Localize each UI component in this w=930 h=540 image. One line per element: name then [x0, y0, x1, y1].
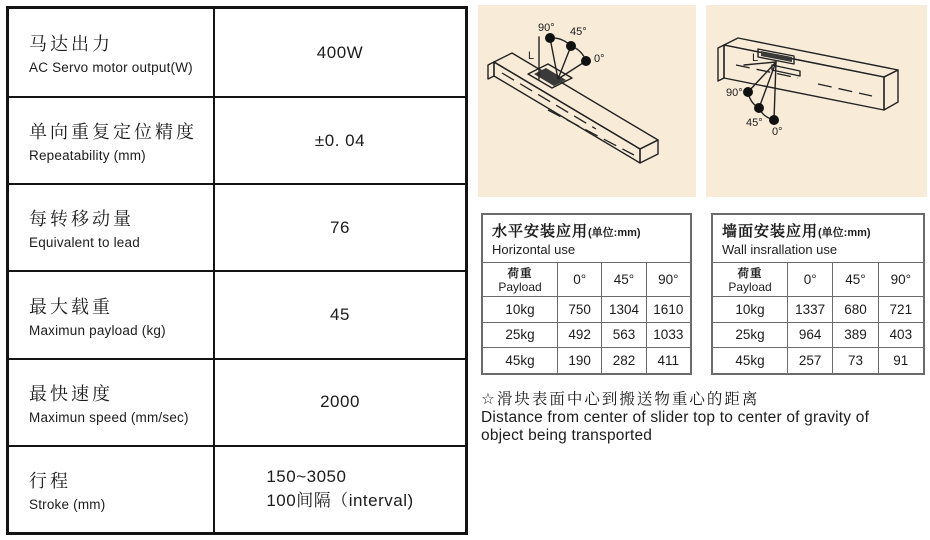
- value-cell: 257: [787, 347, 832, 373]
- dim-label-L: L: [528, 50, 535, 62]
- table-title-zh: 水平安装应用: [492, 223, 589, 240]
- angle-header-0: 0°: [787, 262, 832, 296]
- spec-label-zh: 最快速度: [29, 383, 113, 404]
- value-cell: 563: [601, 322, 645, 348]
- value-cell: 190: [557, 347, 601, 373]
- value-cell: 403: [878, 322, 923, 348]
- value-cell: 1033: [646, 322, 690, 348]
- spec-row-payload-label: [9, 270, 215, 357]
- note-en-line2: object being transported: [481, 427, 653, 444]
- payload-cell: 45kg: [713, 347, 787, 373]
- spec-label-en: Repeatability (mm): [29, 148, 146, 164]
- slider-distance-note: [481, 390, 930, 445]
- spec-label-zh: 单向重复定位精度: [29, 122, 197, 143]
- value-cell: 750: [557, 296, 601, 322]
- table-title-en: Wall insrallation use: [722, 242, 838, 257]
- value-cell: 73: [832, 347, 877, 373]
- payload-cell: 25kg: [483, 322, 557, 348]
- wall-use-table-title: [713, 215, 923, 262]
- spec-row-motor-output-value: 400W: [316, 42, 364, 62]
- note-zh: ☆滑块表面中心到搬送物重心的距离: [481, 391, 760, 408]
- angle-label-90: 90°: [726, 87, 743, 99]
- payload-header-en: Payload: [728, 280, 772, 294]
- spec-row-stroke-value: [215, 445, 465, 532]
- stroke-interval: 100间隔（interval): [266, 491, 414, 511]
- spec-row-stroke-label: [9, 445, 215, 532]
- angle-label-90: 90°: [538, 22, 555, 34]
- angle-label-45: 45°: [746, 117, 763, 129]
- payload-header-zh: 荷重: [507, 268, 533, 280]
- payload-header-en: Payload: [498, 280, 542, 294]
- payload-header-zh: 荷重: [737, 268, 763, 280]
- payload-cell: 10kg: [713, 296, 787, 322]
- angle-header-90: 90°: [646, 262, 690, 296]
- spec-label-zh: 每转移动量: [29, 209, 134, 230]
- angle-label-45: 45°: [570, 26, 587, 38]
- value-cell: 91: [878, 347, 923, 373]
- spec-table: [6, 6, 468, 535]
- payload-cell: 10kg: [483, 296, 557, 322]
- value-cell: 721: [878, 296, 923, 322]
- payload-cell: 45kg: [483, 347, 557, 373]
- payload-cell: 25kg: [713, 322, 787, 348]
- spec-row-speed-label: [9, 358, 215, 445]
- horizontal-use-table: [481, 213, 692, 375]
- value-cell: 1304: [601, 296, 645, 322]
- spec-row-lead-label: [9, 183, 215, 270]
- spec-label-en: Equivalent to lead: [29, 235, 140, 251]
- horizontal-mount-diagram-icon: [478, 5, 696, 197]
- table-title-en: Horizontal use: [492, 242, 576, 257]
- angle-label-0: 0°: [594, 53, 605, 65]
- value-cell: 492: [557, 322, 601, 348]
- angle-label-0: 0°: [772, 126, 783, 138]
- angle-header-45: 45°: [601, 262, 645, 296]
- dim-label-L: L: [752, 52, 759, 64]
- angle-header-45: 45°: [832, 262, 877, 296]
- spec-label-en: Maximun payload (kg): [29, 322, 166, 338]
- value-cell: 1337: [787, 296, 832, 322]
- payload-header-cell: [483, 262, 557, 296]
- spec-label-zh: 马达出力: [29, 34, 113, 55]
- wall-mount-diagram-panel: [706, 5, 927, 197]
- spec-row-repeatability-value: ±0. 04: [215, 96, 465, 183]
- spec-row-repeatability-label: [9, 96, 215, 183]
- spec-label-en: AC Servo motor output(W): [29, 60, 193, 76]
- angle-header-0: 0°: [557, 262, 601, 296]
- table-title-unit: (单位:mm): [818, 227, 871, 239]
- wall-use-table: [711, 213, 925, 375]
- spec-row-motor-output-label: [9, 9, 215, 96]
- stroke-range: 150~3050: [266, 467, 347, 487]
- wall-mount-diagram-icon: [706, 5, 927, 197]
- value-cell: 964: [787, 322, 832, 348]
- value-cell: 1610: [646, 296, 690, 322]
- spec-row-speed-value: 2000: [215, 358, 465, 445]
- value-cell: 411: [646, 347, 690, 373]
- horizontal-mount-diagram-panel: [478, 5, 696, 197]
- table-title-unit: (单位:mm): [588, 227, 641, 239]
- payload-header-cell: [713, 262, 787, 296]
- value-cell: 389: [832, 322, 877, 348]
- value-cell: 680: [832, 296, 877, 322]
- value-cell: 282: [601, 347, 645, 373]
- spec-label-en: Stroke (mm): [29, 496, 106, 512]
- horizontal-use-table-title: [483, 215, 690, 262]
- spec-row-payload-value: 45: [215, 270, 465, 357]
- spec-label-zh: 最大载重: [29, 296, 113, 317]
- table-title-zh: 墙面安装应用: [722, 223, 819, 240]
- spec-label-en: Maximun speed (mm/sec): [29, 409, 189, 425]
- spec-row-lead-value: 76: [215, 183, 465, 270]
- spec-label-zh: 行程: [29, 470, 71, 491]
- note-en-line1: Distance from center of slider top to center of gravity of: [481, 409, 870, 426]
- stroke-value-lines: [266, 465, 413, 513]
- angle-header-90: 90°: [878, 262, 923, 296]
